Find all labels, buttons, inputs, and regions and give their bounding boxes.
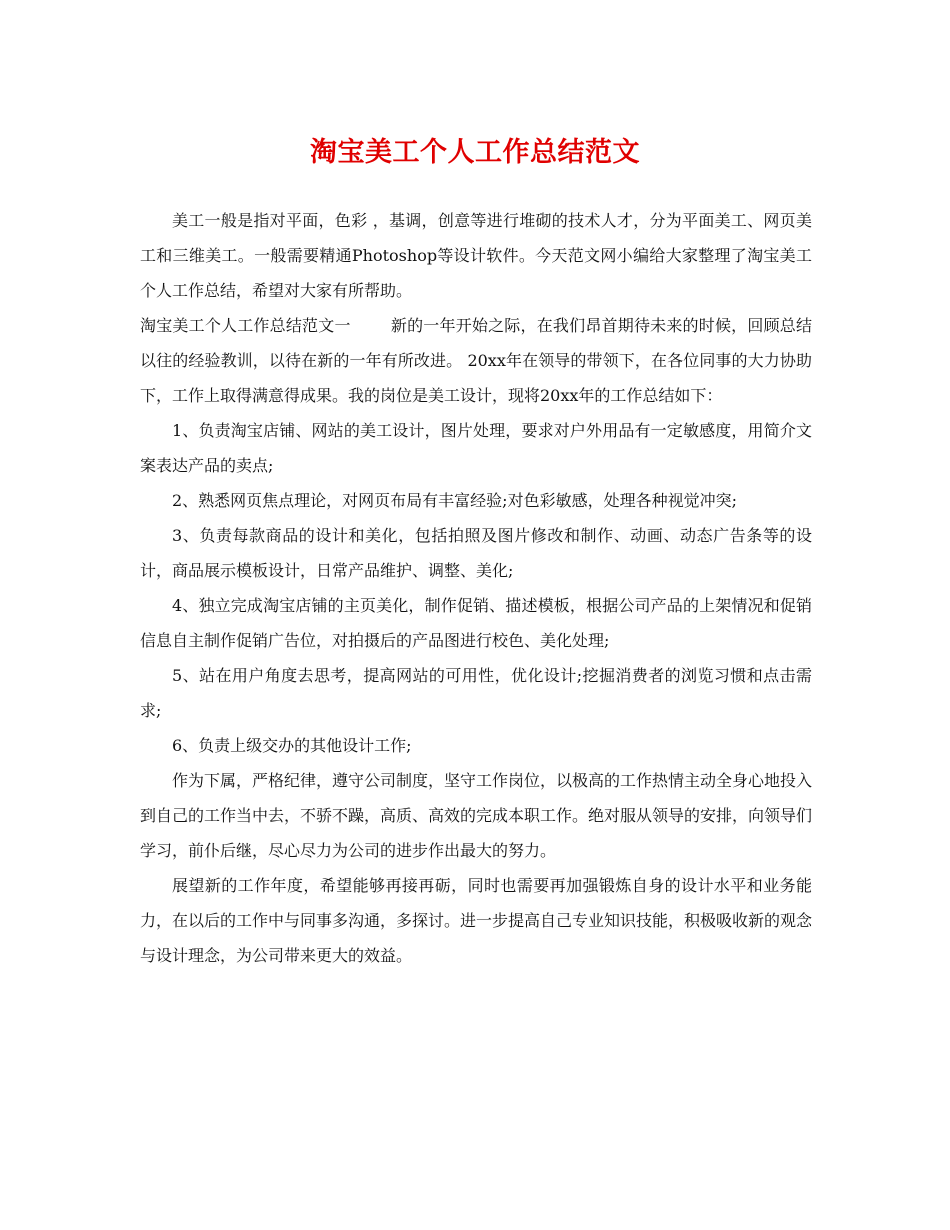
list-item: 3、负责每款商品的设计和美化，包括拍照及图片修改和制作、动画、动态广告条等的设计，商品展示模板设计，日常产品维护、调整、美化; (140, 526, 812, 580)
document-body (140, 203, 812, 973)
list-item: 5、站在用户角度去思考，提高网站的可用性，优化设计;挖掘消费者的浏览习惯和点击需求; (140, 666, 812, 720)
list-item: 4、独立完成淘宝店铺的主页美化，制作促销、描述模板，根据公司产品的上架情况和促销信息自主制作促销广告位，对拍摄后的产品图进行校色、美化处理; (140, 596, 812, 650)
intro-paragraph: 美工一般是指对平面，色彩 ，基调，创意等进行堆砌的技术人才，分为平面美工、网页美工和三维美工。一般需要精通Photoshop等设计软件。今天范文网小编给大家整理了淘宝美工个人工作总结，希望对大家有所帮助。 (140, 211, 812, 300)
list-item: 6、负责上级交办的其他设计工作; (172, 736, 412, 755)
closing-paragraph-2: 展望新的工作年度，希望能够再接再砺，同时也需要再加强锻炼自身的设计水平和业务能力，在以后的工作中与同事多沟通，多探讨。进一步提高自己专业知识技能，积极吸收新的观念与设计理念，为公司带来更大的效益。 (140, 876, 813, 965)
list-item: 2、熟悉网页焦点理论，对网页布局有丰富经验;对色彩敏感，处理各种视觉冲突; (172, 491, 737, 510)
section-lead: 新的一年开始之际，在我们昂首期待未来的时候，回顾总结以往的经验教训，以待在新的一年有所改进。 20xx年在领导的带领下，在各位同事的大力协助下，工作上取得满意得成果。我的岗位是美工设计，现将20xx年的工作总结如下： (140, 316, 812, 405)
closing-paragraph-1: 作为下属，严格纪律，遵守公司制度，坚守工作岗位，以极高的工作热情主动全身心地投入到自己的工作当中去，不骄不躁，高质、高效的完成本职工作。绝对服从领导的安排，向领导们学习，前仆后继，尽心尽力为公司的进步作出最大的努力。 (140, 771, 813, 860)
section-heading: 淘宝美工个人工作总结范文一 (140, 316, 351, 335)
list-item: 1、负责淘宝店铺、网站的美工设计，图片处理，要求对户外用品有一定敏感度，用简介文案表达产品的卖点; (140, 421, 812, 475)
section-one-paragraph (140, 308, 812, 413)
document-title: 淘宝美工个人工作总结范文 (310, 137, 640, 168)
